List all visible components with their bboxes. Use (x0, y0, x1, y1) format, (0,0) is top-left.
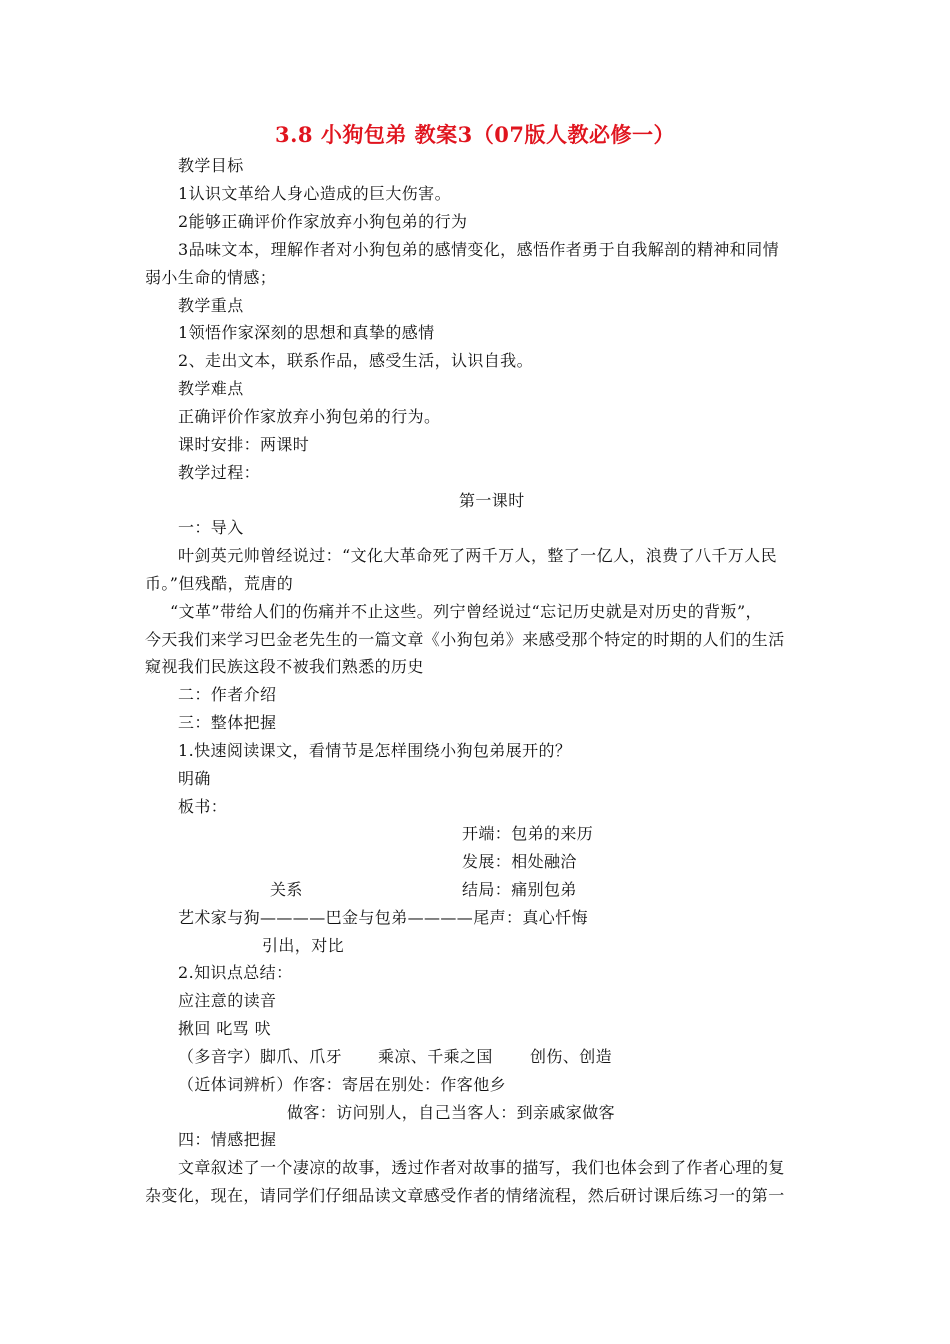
text-line: 窥视我们民族这段不被我们熟悉的历史 (145, 657, 424, 676)
text-line: （多音字）脚爪、爪牙 (178, 1047, 343, 1066)
text-line: 1.快速阅读课文，看情节是怎样围绕小狗包弟展开的？ (178, 741, 572, 760)
text-line: 教学重点 (178, 296, 244, 315)
text-line: 叶剑英元帅曾经说过：“文化大革命死了两千万人，整了一亿人，浪费了八千万人民 (178, 546, 777, 565)
text-line: 明确 (178, 769, 211, 788)
board-line: 关系 (270, 880, 303, 899)
text-line: 乘凉、千乘之国 (378, 1047, 493, 1066)
board-line: 开端：包弟的来历 (462, 824, 594, 843)
text-line: 杂变化，现在，请同学们仔细品读文章感受作者的情绪流程，然后研讨课后练习一的第一 (145, 1186, 785, 1205)
text-line: 二：作者介绍 (178, 685, 277, 704)
board-line: 结局：痛别包弟 (462, 880, 577, 899)
text-line: 做客：访问别人，自己当客人：到亲戚家做客 (287, 1103, 616, 1122)
text-line: 3品味文本，理解作者对小狗包弟的感情变化，感悟作者勇于自我解剖的精神和同情 (178, 240, 779, 259)
page-title: 3.8 小狗包弟 教案3（07版人教必修一） (275, 122, 675, 147)
text-line: 四：情感把握 (178, 1130, 277, 1149)
text-line: 创伤、创造 (530, 1047, 613, 1066)
text-line: 教学过程： (178, 463, 261, 482)
text-line: 教学难点 (178, 379, 244, 398)
text-line: 板书： (178, 797, 228, 816)
text-line: 2、走出文本，联系作品，感受生活，认识自我。 (178, 351, 533, 370)
text-line: 文章叙述了一个凄凉的故事，透过作者对故事的描写，我们也体会到了作者心理的复 (178, 1158, 785, 1177)
text-line: 应注意的读音 (178, 991, 277, 1010)
board-line: 艺术家与狗————巴金与包弟————尾声：真心忏悔 (178, 908, 589, 927)
text-line: 揪回 叱骂 吠 (178, 1019, 271, 1038)
text-line: 一：导入 (178, 518, 244, 537)
text-line: （近体词辨析）作客：寄居在别处：作客他乡 (178, 1075, 507, 1094)
text-line: 币。”但残酷，荒唐的 (145, 574, 294, 593)
board-line: 发展：相处融洽 (462, 852, 577, 871)
text-line: 2能够正确评价作家放弃小狗包弟的行为 (178, 212, 468, 231)
text-line: 教学目标 (178, 156, 244, 175)
text-line: 三：整体把握 (178, 713, 277, 732)
text-line: “文革”带给人们的伤痛并不止这些。列宁曾经说过“忘记历史就是对历史的背叛”， (170, 602, 762, 621)
text-line: 1领悟作家深刻的思想和真挚的感情 (178, 323, 435, 342)
text-line: 今天我们来学习巴金老先生的一篇文章《小狗包弟》来感受那个特定的时期的人们的生活 (145, 630, 785, 649)
text-line: 1认识文革给人身心造成的巨大伤害。 (178, 184, 451, 203)
text-line: 课时安排：两课时 (178, 435, 310, 454)
text-line: 正确评价作家放弃小狗包弟的行为。 (178, 407, 441, 426)
text-line: 2.知识点总结： (178, 963, 293, 982)
text-line: 弱小生命的情感； (145, 268, 277, 287)
section-heading: 第一课时 (459, 491, 525, 510)
board-line: 引出，对比 (262, 936, 345, 955)
